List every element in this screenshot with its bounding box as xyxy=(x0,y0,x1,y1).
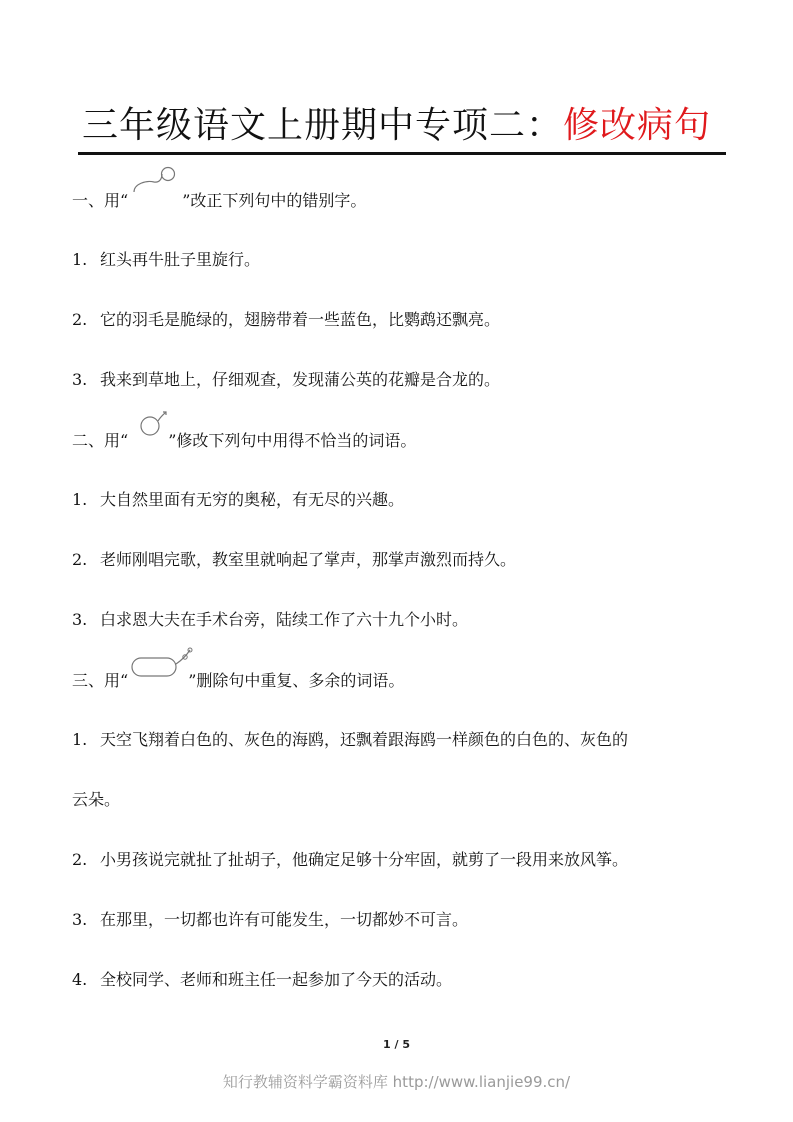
section-heading-3 xyxy=(72,668,404,693)
page-number: 1 / 5 xyxy=(383,1038,410,1051)
delete-mark-icon xyxy=(128,668,188,686)
list-item: 2. 小男孩说完就扯了扯胡子，他确定足够十分牢固，就剪了一段用来放风筝。 xyxy=(72,850,629,869)
title-underline xyxy=(78,152,726,155)
list-item: 1. 天空飞翔着白色的、灰色的海鸥，还飘着跟海鸥一样颜色的白色的、灰色的 xyxy=(72,730,629,749)
list-item: 4. 全校同学、老师和班主任一起参加了今天的活动。 xyxy=(72,970,453,989)
list-item: 2. 它的羽毛是脆绿的，翅膀带着一些蓝色，比鹦鹉还飘亮。 xyxy=(72,310,501,329)
section-heading-suffix: ”删除句中重复、多余的词语。 xyxy=(188,671,405,690)
list-item: 3. 在那里，一切都也许有可能发生，一切都妙不可言。 xyxy=(72,910,469,929)
section-heading-suffix: ”修改下列句中用得不恰当的词语。 xyxy=(168,431,417,450)
list-item: 2. 老师刚唱完歌，教室里就响起了掌声，那掌声激烈而持久。 xyxy=(72,550,517,569)
section-heading-suffix: ”改正下列句中的错别字。 xyxy=(182,191,367,210)
section-heading-1 xyxy=(72,188,366,213)
list-item: 1. 大自然里面有无穷的奥秘，有无尽的兴趣。 xyxy=(72,490,405,509)
correction-mark-icon xyxy=(128,188,182,206)
section-heading-prefix: 一、用“ xyxy=(72,191,129,210)
title-main: 三年级语文上册期中专项二： xyxy=(81,105,563,146)
section-heading-prefix: 三、用“ xyxy=(72,671,129,690)
list-item: 3. 白求恩大夫在手术台旁，陆续工作了六十九个小时。 xyxy=(72,610,469,629)
title-highlight: 修改病句 xyxy=(563,105,712,146)
list-item-continuation: 云朵。 xyxy=(72,790,121,809)
watermark: 知行教辅资料学霸资料库 http://www.lianjie99.cn/ xyxy=(222,1073,571,1091)
section-heading-2 xyxy=(72,428,416,453)
replace-mark-icon xyxy=(128,428,168,446)
list-item: 3. 我来到草地上，仔细观查，发现蒲公英的花瓣是合龙的。 xyxy=(72,370,501,389)
list-item: 1. 红头再牛肚子里旋行。 xyxy=(72,250,261,269)
section-heading-prefix: 二、用“ xyxy=(72,431,129,450)
page-title xyxy=(0,100,793,152)
